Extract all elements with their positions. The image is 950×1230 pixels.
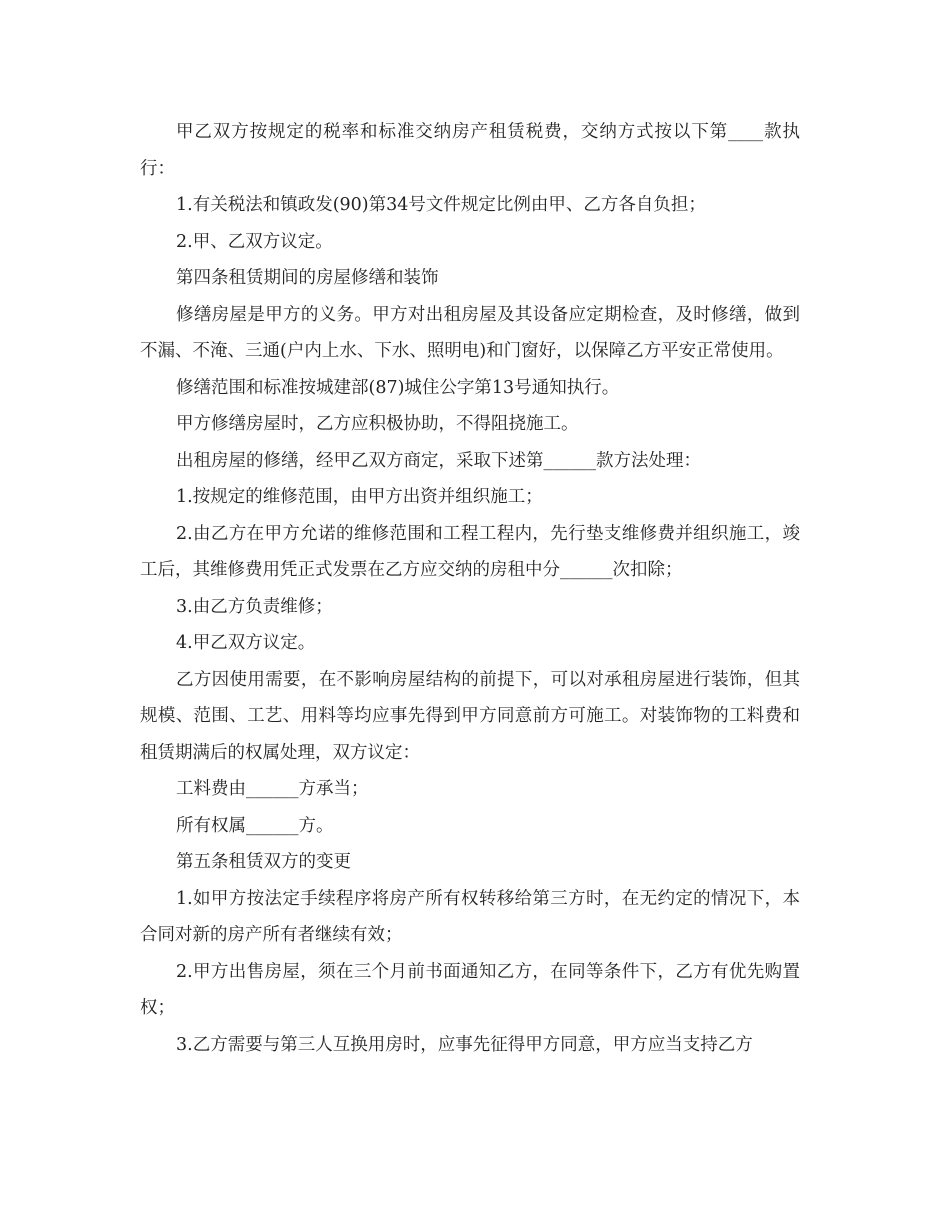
material-cost-line: 工料费由______方承当； <box>176 779 369 799</box>
repair-cooperation-paragraph: 甲方修缮房屋时，乙方应积极协助，不得阻挠施工。 <box>176 414 579 434</box>
decoration-paragraph: 乙方因使用需要，在不影响房屋结构的前提下，可以对承租房屋进行装饰，但其规模、范围、工艺、用料等均应事先得到甲方同意前方可施工。对装饰物的工料费和租赁期满后的权属处理，双方议定： <box>140 669 800 763</box>
tax-payment-paragraph: 甲乙双方按规定的税率和标准交纳房产租赁税费，交纳方式按以下第____款执行： <box>140 122 800 179</box>
ownership-line: 所有权属______方。 <box>176 815 334 836</box>
repair-option-4: 4.甲乙双方议定。 <box>176 633 316 653</box>
repair-option-1: 1.按规定的维修范围，由甲方出资并组织施工； <box>176 487 543 507</box>
repair-option-3: 3.由乙方负责维修； <box>176 596 333 617</box>
tax-option-2: 2.甲、乙双方议定。 <box>176 231 333 252</box>
change-clause-1: 1.如甲方按法定手续程序将房产所有权转移给第三方时，在无约定的情况下，本合同对新的房产所有者继续有效； <box>140 888 800 945</box>
change-clause-2: 2.甲方出售房屋，须在三个月前书面通知乙方，在同等条件下，乙方有优先购置权； <box>140 961 800 1018</box>
tax-option-1: 1.有关税法和镇政发(90)第34号文件规定比例由甲、乙方各自负担； <box>176 195 706 215</box>
article-4-heading: 第四条租赁期间的房屋修缮和装饰 <box>176 268 439 288</box>
repair-duty-paragraph: 修缮房屋是甲方的义务。甲方对出租房屋及其设备应定期检查，及时修缮，做到不漏、不淹、三通(户内上水、下水、照明电)和门窗好，以保障乙方平安正常使用。 <box>140 304 800 361</box>
repair-option-2: 2.由乙方在甲方允诺的维修范围和工程工程内，先行垫支维修费并组织施工，竣工后，其维修费用凭正式发票在乙方应交纳的房租中分______次扣除； <box>140 523 800 580</box>
document-body <box>140 114 800 1063</box>
repair-standard-paragraph: 修缮范围和标准按城建部(87)城住公字第13号通知执行。 <box>176 377 620 398</box>
repair-method-paragraph: 出租房屋的修缮，经甲乙双方商定，采取下述第______款方法处理： <box>176 450 701 471</box>
article-5-heading: 第五条租赁双方的变更 <box>176 852 351 872</box>
change-clause-3: 3.乙方需要与第三人互换用房时，应事先征得甲方同意，甲方应当支持乙方 <box>176 1034 753 1055</box>
